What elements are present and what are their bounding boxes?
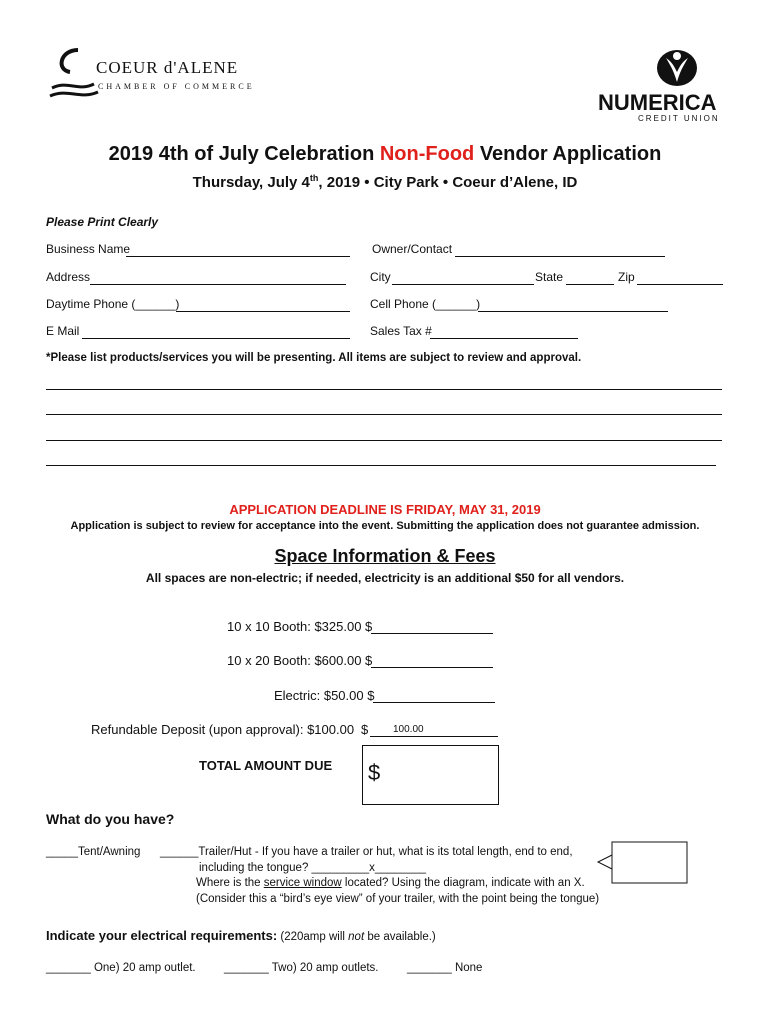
deposit-dollar: $ bbox=[361, 722, 369, 737]
deadline-note: Application is subject to review for acceptance into the event. Submitting the application does not guarantee admission. bbox=[70, 520, 700, 532]
city-field[interactable] bbox=[392, 284, 534, 285]
fees-heading: Space Information & Fees bbox=[274, 546, 496, 566]
numerica-name: NUMERICA bbox=[598, 90, 717, 115]
electric-field[interactable] bbox=[373, 702, 495, 703]
city-label: City bbox=[370, 270, 391, 284]
numerica-emblem-icon bbox=[654, 48, 700, 92]
address-field[interactable] bbox=[90, 284, 346, 285]
title-highlight: Non-Food bbox=[379, 143, 475, 165]
service-window-text: service window bbox=[263, 877, 342, 889]
sales-tax-field[interactable] bbox=[430, 338, 578, 339]
subtitle-location: , 2019 • City Park • Coeur d’Alene, ID bbox=[318, 174, 578, 191]
products-line-3[interactable] bbox=[46, 440, 722, 441]
cell-phone-label: Cell Phone (______) bbox=[370, 297, 481, 311]
electrical-not: not bbox=[348, 931, 365, 943]
email-field[interactable] bbox=[82, 338, 350, 339]
zip-label: Zip bbox=[618, 270, 635, 284]
service-window-question bbox=[196, 877, 585, 889]
subtitle-sup: th bbox=[309, 173, 319, 183]
booth-10x20-field[interactable] bbox=[371, 667, 493, 668]
have-heading: What do you have? bbox=[46, 811, 175, 827]
deposit-label: Refundable Deposit (upon approval): $100.00 bbox=[91, 722, 355, 737]
products-note: *Please list products/services you will be presenting. All items are subject to review and approval. bbox=[46, 352, 582, 364]
print-note: Please Print Clearly bbox=[46, 215, 159, 229]
chamber-name: COEUR d'ALENE bbox=[96, 58, 239, 77]
electrical-heading bbox=[46, 928, 436, 943]
electrical-one-outlet[interactable]: _______ One) 20 amp outlet. bbox=[46, 962, 196, 974]
state-label: State bbox=[535, 270, 564, 284]
total-label: TOTAL AMOUNT DUE bbox=[199, 758, 333, 773]
total-amount-box[interactable] bbox=[362, 745, 499, 805]
fees-note: All spaces are non-electric; if needed, electricity is an additional $50 for all vendors. bbox=[145, 571, 625, 585]
electric-label: Electric: $50.00 $ bbox=[274, 688, 375, 703]
products-line-2[interactable] bbox=[46, 414, 722, 415]
owner-contact-label: Owner/Contact bbox=[372, 242, 453, 256]
deposit-field[interactable] bbox=[370, 736, 498, 737]
electrical-note-end: be available.) bbox=[364, 931, 436, 943]
chamber-sub: CHAMBER OF COMMERCE bbox=[98, 82, 255, 91]
trailer-diagram[interactable] bbox=[596, 841, 690, 885]
products-line-4[interactable] bbox=[46, 465, 716, 466]
trailer-option[interactable]: ______Trailer/Hut - If you have a trailer or hut, what is its total length, end to end, bbox=[160, 846, 573, 858]
tent-option[interactable]: _____Tent/Awning bbox=[46, 846, 141, 858]
cell-phone-field[interactable] bbox=[478, 311, 668, 312]
business-name-label: Business Name bbox=[46, 242, 131, 256]
products-line-1[interactable] bbox=[46, 389, 722, 390]
deposit-value: 100.00 bbox=[393, 724, 424, 735]
daytime-phone-field[interactable] bbox=[176, 311, 350, 312]
email-label: E Mail bbox=[46, 324, 80, 338]
subtitle-date: Thursday, July 4 bbox=[192, 174, 310, 191]
event-subtitle bbox=[0, 173, 770, 191]
electrical-none[interactable]: _______ None bbox=[407, 962, 483, 974]
title-part: 2019 4th of July Celebration bbox=[108, 143, 380, 165]
total-symbol: $ bbox=[368, 760, 381, 785]
trailer-length[interactable]: including the tongue? _________x________ bbox=[199, 862, 427, 874]
deadline-heading: APPLICATION DEADLINE IS FRIDAY, MAY 31, 2019 bbox=[229, 502, 541, 517]
state-field[interactable] bbox=[566, 284, 614, 285]
booth-10x10-field[interactable] bbox=[371, 633, 493, 634]
owner-contact-field[interactable] bbox=[455, 256, 665, 257]
numerica-logo bbox=[590, 44, 740, 124]
zip-field[interactable] bbox=[637, 284, 723, 285]
page-title bbox=[0, 143, 770, 166]
title-part-end: Vendor Application bbox=[474, 143, 662, 165]
address-label: Address bbox=[46, 270, 91, 284]
electrical-two-outlets[interactable]: _______ Two) 20 amp outlets. bbox=[224, 962, 379, 974]
daytime-phone-label: Daytime Phone (______) bbox=[46, 297, 180, 311]
booth-10x20-label: 10 x 20 Booth: $600.00 $ bbox=[227, 653, 373, 668]
numerica-sub: CREDIT UNION bbox=[638, 114, 720, 123]
business-name-field[interactable] bbox=[126, 256, 350, 257]
sales-tax-label: Sales Tax # bbox=[370, 324, 432, 338]
booth-10x10-label: 10 x 10 Booth: $325.00 $ bbox=[227, 619, 373, 634]
where-text-end: located? Using the diagram, indicate with an X. bbox=[341, 877, 585, 889]
chamber-logo bbox=[48, 44, 255, 104]
where-text: Where is the bbox=[196, 877, 264, 889]
electrical-note: (220amp will bbox=[277, 931, 349, 943]
birds-eye-note: (Consider this a “bird’s eye view” of your trailer, with the point being the tongue) bbox=[196, 893, 600, 905]
electrical-title: Indicate your electrical requirements: bbox=[46, 928, 278, 943]
